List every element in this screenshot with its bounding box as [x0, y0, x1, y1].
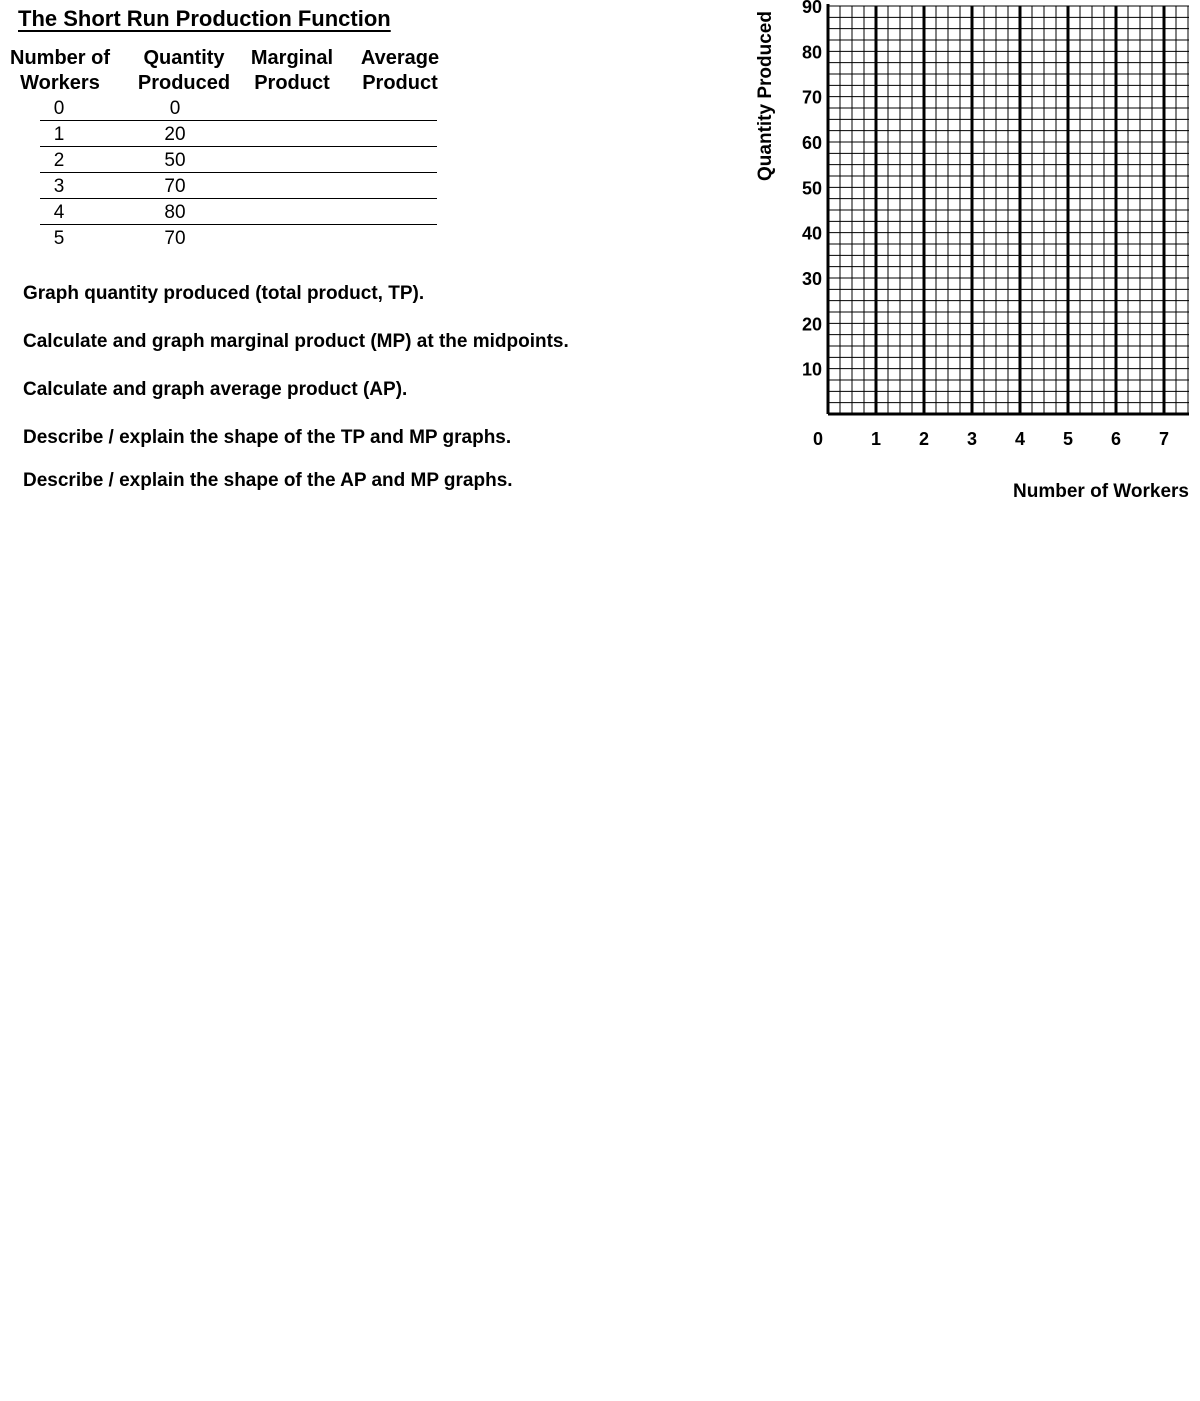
- y-tick-label: 60: [801, 133, 822, 153]
- y-tick-label: 10: [801, 359, 822, 380]
- task-calc-mp: Calculate and graph marginal product (MP) at the midpoints.: [23, 331, 569, 352]
- header-line-2: Produced: [137, 72, 231, 94]
- y-tick-label: 30: [801, 269, 822, 289]
- graph-tick-labels: [802, 0, 1169, 449]
- x-tick-label: 5: [1062, 429, 1074, 449]
- x-tick-label: 3: [966, 429, 978, 449]
- task-calc-ap: Calculate and graph average product (AP).: [23, 379, 408, 400]
- workers-cell: 4: [53, 202, 65, 223]
- table-row: [40, 173, 437, 199]
- task-explain-ap-mp: Describe / explain the shape of the AP and MP graphs.: [23, 470, 513, 491]
- workers-cell: 3: [53, 176, 65, 197]
- x-tick-label: 7: [1158, 429, 1170, 449]
- quantity-cell: 80: [164, 202, 186, 223]
- header-line-2: Product: [254, 72, 330, 94]
- header-line-1: Marginal: [250, 47, 334, 69]
- x-axis-label: Number of Workers: [1013, 481, 1189, 502]
- y-tick-label: 50: [801, 178, 822, 199]
- header-average-product: [352, 46, 448, 96]
- header-line-2: Workers: [20, 72, 100, 94]
- quantity-cell: 70: [164, 176, 186, 197]
- graph-grid: [828, 4, 1189, 414]
- header-number-of-workers: [4, 46, 116, 96]
- task-graph-tp: Graph quantity produced (total product, TP).: [23, 283, 425, 304]
- quantity-cell: 0: [169, 98, 181, 119]
- header-line-1: Average: [360, 47, 440, 69]
- header-quantity-produced: [132, 46, 236, 96]
- production-table: [40, 95, 437, 250]
- quantity-cell: 20: [164, 124, 186, 145]
- x-tick-label: 4: [1014, 429, 1026, 449]
- header-marginal-product: [244, 46, 340, 96]
- header-line-2: Product: [362, 72, 438, 94]
- y-tick-label: 20: [801, 314, 822, 335]
- y-tick-label: 80: [801, 42, 822, 63]
- table-row: [40, 225, 437, 250]
- y-tick-label: 90: [801, 0, 822, 17]
- workers-cell: 1: [53, 124, 65, 145]
- header-line-1: Number of: [10, 47, 110, 69]
- x-tick-label: 0: [812, 429, 824, 449]
- table-row: [40, 121, 437, 147]
- workers-cell: 0: [53, 98, 65, 119]
- y-axis-label: Quantity Produced: [755, 11, 776, 181]
- x-tick-label: 1: [870, 429, 882, 449]
- table-row: [40, 147, 437, 173]
- task-explain-tp-mp: Describe / explain the shape of the TP and MP graphs.: [23, 427, 512, 448]
- y-tick-label: 70: [801, 87, 822, 108]
- workers-cell: 5: [53, 228, 65, 249]
- header-line-1: Quantity: [143, 47, 225, 69]
- page-title: The Short Run Production Function: [18, 6, 391, 31]
- table-row: [40, 95, 437, 121]
- x-tick-label: 6: [1110, 429, 1122, 449]
- quantity-cell: 50: [164, 150, 186, 171]
- production-graph: [740, 0, 1195, 510]
- x-tick-label: 2: [918, 429, 930, 449]
- quantity-cell: 70: [164, 228, 186, 249]
- workers-cell: 2: [53, 150, 65, 171]
- y-tick-label: 40: [801, 223, 822, 244]
- table-row: [40, 199, 437, 225]
